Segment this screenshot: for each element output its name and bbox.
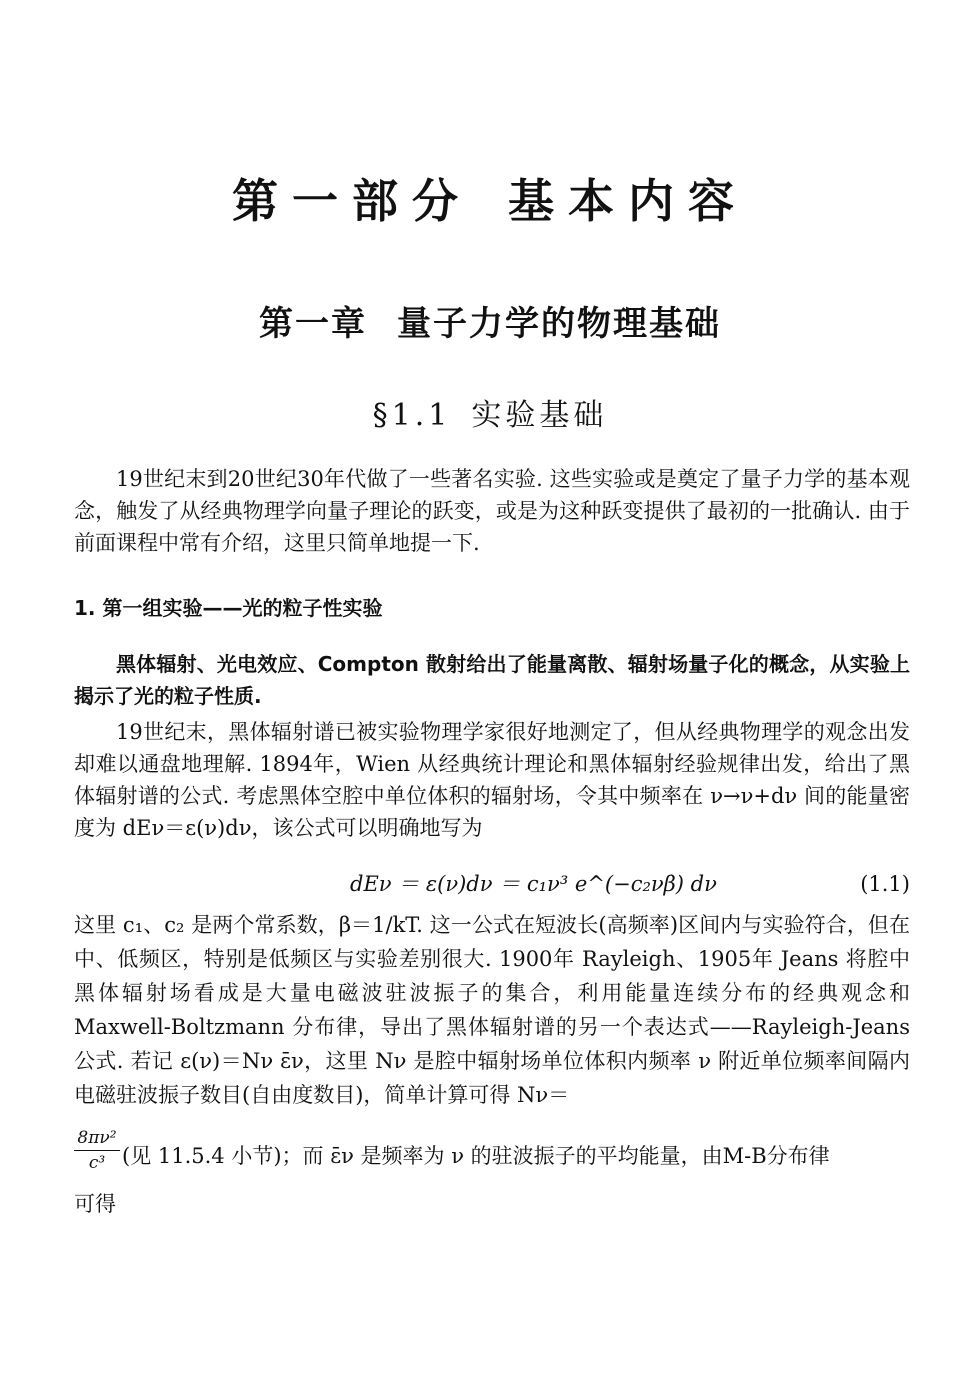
chapter-title [0, 296, 980, 345]
rayleigh-jeans-paragraph: 这里 c₁、c₂ 是两个常系数，β＝1/kT. 这一公式在短波长(高频率)区间内与实验符合，但在中、低频区，特别是低频区与实验差别很大. 1900年 Rayleigh、1905年 Jeans 将腔中黑体辐射场看成是大量电磁波驻波振子的集合，利用能量连续分布的经典观念和 Maxwell-Boltzmann 分布律，导出了黑体辐射谱的另一个表达式——Rayleigh-Jeans 公式. 若记 ε(ν)＝Nν ε̄ν，这里 Nν 是腔中辐射场单位体积内频率 ν 附近单位频率间隔内电磁驻波振子数目(自由度数目)，简单计算可得 Nν＝ [74, 913, 910, 1107]
equation-number: (1.1) [860, 872, 910, 896]
section-title [0, 390, 980, 434]
wien-equation [74, 868, 910, 900]
part-title-name: 基本内容 [508, 174, 748, 228]
mode-density-fraction [74, 1126, 120, 1175]
section-number: §1.1 [372, 398, 452, 433]
closing-text: 可得 [74, 1192, 116, 1216]
chapter-number: 第一章 [259, 304, 367, 344]
fraction-denominator: c³ [88, 1153, 106, 1173]
emphasis-paragraph: 黑体辐射、光电效应、Compton 散射给出了能量离散、辐射场量子化的概念，从实验上揭示了光的粒子性质. [74, 652, 910, 708]
fraction-continuation: (见 11.5.4 小节)；而 ε̄ν 是频率为 ν 的驻波振子的平均能量，由M-B分布律 [122, 1144, 830, 1168]
mode-density-line [74, 1126, 910, 1186]
section-name: 实验基础 [471, 398, 608, 433]
part-title [0, 165, 980, 231]
subsection-heading: 1. 第一组实验——光的粒子性实验 [74, 596, 383, 620]
intro-paragraph: 19世纪末到20世纪30年代做了一些著名实验. 这些实验或是奠定了量子力学的基本观念，触发了从经典物理学向量子理论的跃变，或是为这种跃变提供了最初的一批确认. 由于前面课程中常有介绍，这里只简单地提一下. [74, 467, 910, 555]
fraction-numerator: 8πν² [74, 1126, 120, 1151]
blackbody-paragraph: 19世纪末，黑体辐射谱已被实验物理学家很好地测定了，但从经典物理学的观念出发却难以通盘地理解. 1894年，Wien 从经典统计理论和黑体辐射经验规律出发，给出了黑体辐射谱的公式. 考虑黑体空腔中单位体积的辐射场，令其中频率在 ν→ν+dν 间的能量密度为 dEν＝ε(ν)dν，该公式可以明确地写为 [74, 720, 910, 840]
chapter-name: 量子力学的物理基础 [397, 304, 721, 344]
equation-body: dEν ＝ ε(ν)dν ＝ c₁ν³ e^(−c₂νβ) dν [350, 872, 717, 896]
part-title-number: 第一部分 [232, 174, 472, 228]
